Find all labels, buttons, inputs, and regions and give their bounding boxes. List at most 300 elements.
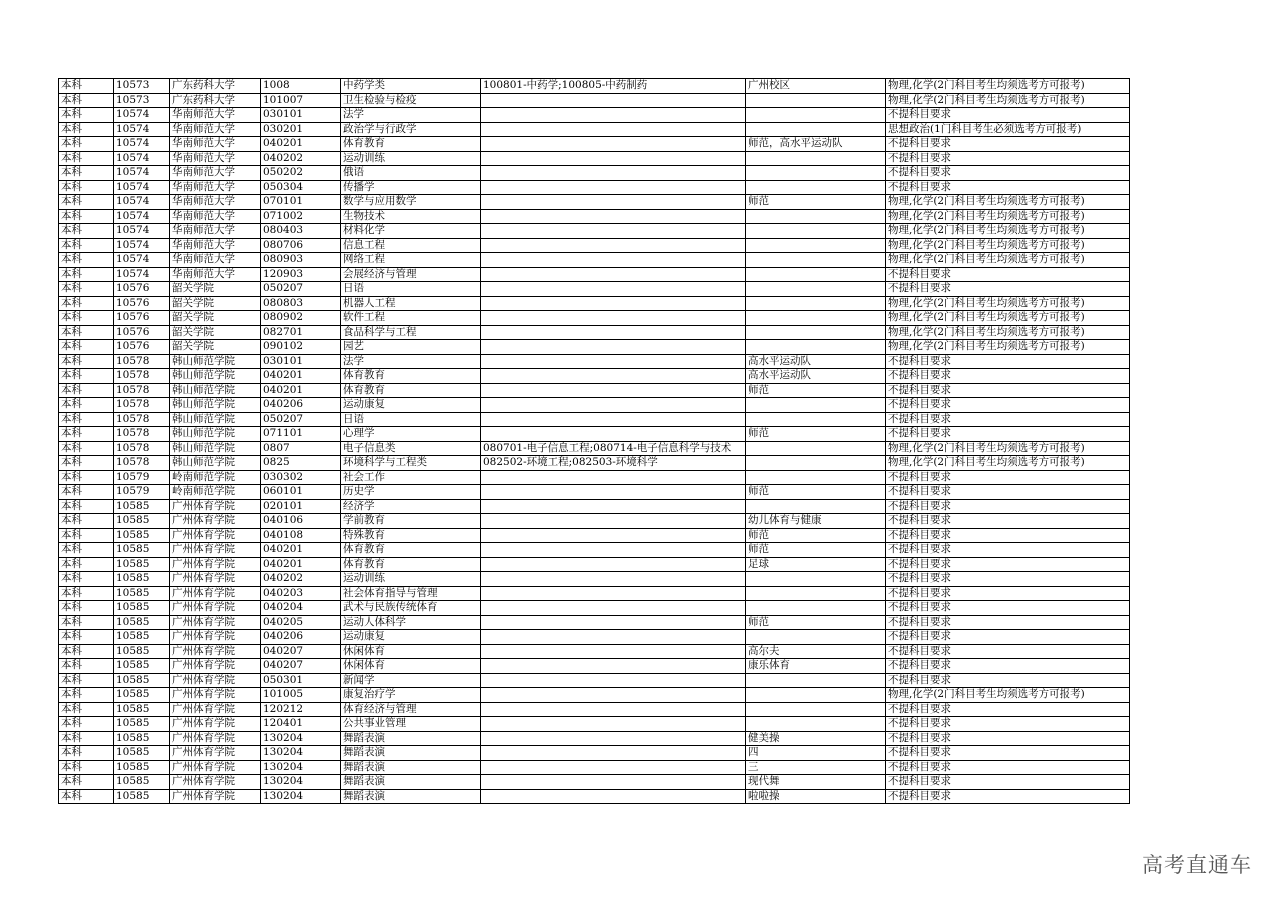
major-name-cell: 舞蹈表演 [341, 789, 481, 804]
remarks-cell [746, 180, 886, 195]
table-row [59, 499, 1130, 514]
major-code-cell: 130204 [261, 731, 341, 746]
subject-requirement-cell: 不提科目要求 [886, 673, 1130, 688]
major-code-cell: 050202 [261, 166, 341, 181]
major-code-cell: 130204 [261, 760, 341, 775]
major-code-cell: 050304 [261, 180, 341, 195]
school-code-cell: 10578 [114, 354, 170, 369]
remarks-cell [746, 398, 886, 413]
major-code-cell: 040201 [261, 543, 341, 558]
level-cell: 本科 [59, 630, 114, 645]
table-row [59, 296, 1130, 311]
subject-requirement-cell: 物理,化学(2门科目考生均须选考方可报考) [886, 238, 1130, 253]
school-name-cell: 韶关学院 [170, 282, 261, 297]
remarks-cell [746, 340, 886, 355]
level-cell: 本科 [59, 195, 114, 210]
level-cell: 本科 [59, 485, 114, 500]
level-cell: 本科 [59, 760, 114, 775]
major-name-cell: 休闲体育 [341, 644, 481, 659]
school-code-cell: 10585 [114, 789, 170, 804]
school-name-cell: 韩山师范学院 [170, 441, 261, 456]
included-majors-cell: 100801-中药学;100805-中药制药 [481, 79, 746, 94]
school-name-cell: 广州体育学院 [170, 789, 261, 804]
major-code-cell: 040201 [261, 369, 341, 384]
subject-requirement-cell: 不提科目要求 [886, 644, 1130, 659]
school-code-cell: 10585 [114, 499, 170, 514]
school-name-cell: 广州体育学院 [170, 659, 261, 674]
table-row [59, 311, 1130, 326]
table-row [59, 369, 1130, 384]
remarks-cell: 三 [746, 760, 886, 775]
level-cell: 本科 [59, 470, 114, 485]
level-cell: 本科 [59, 354, 114, 369]
level-cell: 本科 [59, 311, 114, 326]
school-code-cell: 10576 [114, 282, 170, 297]
remarks-cell: 广州校区 [746, 79, 886, 94]
major-code-cell: 101005 [261, 688, 341, 703]
subject-requirement-cell: 不提科目要求 [886, 760, 1130, 775]
major-code-cell: 030302 [261, 470, 341, 485]
school-code-cell: 10574 [114, 137, 170, 152]
included-majors-cell [481, 644, 746, 659]
major-code-cell: 120903 [261, 267, 341, 282]
table-row [59, 267, 1130, 282]
level-cell: 本科 [59, 673, 114, 688]
table-row [59, 122, 1130, 137]
level-cell: 本科 [59, 93, 114, 108]
school-name-cell: 韩山师范学院 [170, 412, 261, 427]
level-cell: 本科 [59, 615, 114, 630]
subject-requirement-cell: 物理,化学(2门科目考生均须选考方可报考) [886, 209, 1130, 224]
major-code-cell: 080706 [261, 238, 341, 253]
major-name-cell: 运动训练 [341, 151, 481, 166]
subject-requirement-cell: 不提科目要求 [886, 514, 1130, 529]
subject-requirement-cell: 物理,化学(2门科目考生均须选考方可报考) [886, 441, 1130, 456]
included-majors-cell [481, 630, 746, 645]
major-code-cell: 0825 [261, 456, 341, 471]
major-code-cell: 050301 [261, 673, 341, 688]
major-name-cell: 运动训练 [341, 572, 481, 587]
major-code-cell: 040108 [261, 528, 341, 543]
major-name-cell: 武术与民族传统体育 [341, 601, 481, 616]
major-code-cell: 040206 [261, 630, 341, 645]
table-row [59, 615, 1130, 630]
major-code-cell: 040204 [261, 601, 341, 616]
included-majors-cell [481, 209, 746, 224]
included-majors-cell [481, 470, 746, 485]
school-code-cell: 10578 [114, 427, 170, 442]
table-row [59, 282, 1130, 297]
remarks-cell [746, 151, 886, 166]
major-name-cell: 体育经济与管理 [341, 702, 481, 717]
school-code-cell: 10585 [114, 514, 170, 529]
subject-requirement-cell: 不提科目要求 [886, 398, 1130, 413]
included-majors-cell [481, 325, 746, 340]
remarks-cell [746, 209, 886, 224]
table-row [59, 224, 1130, 239]
level-cell: 本科 [59, 224, 114, 239]
school-name-cell: 华南师范大学 [170, 209, 261, 224]
remarks-cell: 师范 [746, 615, 886, 630]
remarks-cell [746, 296, 886, 311]
major-name-cell: 电子信息类 [341, 441, 481, 456]
school-code-cell: 10574 [114, 224, 170, 239]
school-name-cell: 广州体育学院 [170, 760, 261, 775]
remarks-cell: 师范，高水平运动队 [746, 137, 886, 152]
school-name-cell: 韶关学院 [170, 296, 261, 311]
remarks-cell [746, 253, 886, 268]
remarks-cell: 师范 [746, 427, 886, 442]
included-majors-cell [481, 601, 746, 616]
remarks-cell: 康乐体育 [746, 659, 886, 674]
table-row [59, 717, 1130, 732]
included-majors-cell [481, 775, 746, 790]
remarks-cell: 足球 [746, 557, 886, 572]
table-row [59, 644, 1130, 659]
included-majors-cell [481, 427, 746, 442]
subject-requirement-cell: 不提科目要求 [886, 383, 1130, 398]
table-row [59, 325, 1130, 340]
school-name-cell: 韩山师范学院 [170, 383, 261, 398]
major-code-cell: 080902 [261, 311, 341, 326]
level-cell: 本科 [59, 528, 114, 543]
included-majors-cell [481, 93, 746, 108]
included-majors-cell [481, 731, 746, 746]
level-cell: 本科 [59, 108, 114, 123]
remarks-cell [746, 93, 886, 108]
school-code-cell: 10574 [114, 209, 170, 224]
remarks-cell [746, 601, 886, 616]
major-name-cell: 经济学 [341, 499, 481, 514]
remarks-cell [746, 441, 886, 456]
included-majors-cell [481, 557, 746, 572]
table-row [59, 427, 1130, 442]
level-cell: 本科 [59, 383, 114, 398]
remarks-cell: 四 [746, 746, 886, 761]
subject-requirement-cell: 不提科目要求 [886, 354, 1130, 369]
table-row [59, 586, 1130, 601]
school-name-cell: 岭南师范学院 [170, 470, 261, 485]
school-code-cell: 10585 [114, 644, 170, 659]
remarks-cell [746, 572, 886, 587]
remarks-cell [746, 470, 886, 485]
major-name-cell: 传播学 [341, 180, 481, 195]
major-name-cell: 运动康复 [341, 398, 481, 413]
table-row [59, 412, 1130, 427]
level-cell: 本科 [59, 325, 114, 340]
major-code-cell: 071101 [261, 427, 341, 442]
subject-requirement-cell: 不提科目要求 [886, 180, 1130, 195]
major-name-cell: 舞蹈表演 [341, 775, 481, 790]
major-code-cell: 040203 [261, 586, 341, 601]
table-row [59, 572, 1130, 587]
subject-requirement-cell: 不提科目要求 [886, 151, 1130, 166]
remarks-cell [746, 224, 886, 239]
major-name-cell: 软件工程 [341, 311, 481, 326]
included-majors-cell [481, 514, 746, 529]
major-code-cell: 040201 [261, 137, 341, 152]
table-row [59, 673, 1130, 688]
major-name-cell: 园艺 [341, 340, 481, 355]
table-row [59, 166, 1130, 181]
school-code-cell: 10574 [114, 166, 170, 181]
level-cell: 本科 [59, 79, 114, 94]
school-code-cell: 10585 [114, 543, 170, 558]
table-row [59, 93, 1130, 108]
subject-requirement-cell: 不提科目要求 [886, 702, 1130, 717]
table-row [59, 514, 1130, 529]
remarks-cell: 师范 [746, 485, 886, 500]
major-code-cell: 050207 [261, 282, 341, 297]
subject-requirement-cell: 不提科目要求 [886, 717, 1130, 732]
major-name-cell: 运动康复 [341, 630, 481, 645]
remarks-cell [746, 412, 886, 427]
school-name-cell: 华南师范大学 [170, 224, 261, 239]
subject-requirement-cell: 不提科目要求 [886, 369, 1130, 384]
major-name-cell: 日语 [341, 282, 481, 297]
major-name-cell: 政治学与行政学 [341, 122, 481, 137]
included-majors-cell [481, 369, 746, 384]
included-majors-cell [481, 485, 746, 500]
level-cell: 本科 [59, 151, 114, 166]
included-majors-cell [481, 572, 746, 587]
school-name-cell: 广州体育学院 [170, 499, 261, 514]
school-code-cell: 10576 [114, 296, 170, 311]
major-name-cell: 休闲体育 [341, 659, 481, 674]
major-name-cell: 公共事业管理 [341, 717, 481, 732]
major-code-cell: 130204 [261, 789, 341, 804]
table-row [59, 601, 1130, 616]
level-cell: 本科 [59, 659, 114, 674]
watermark-logo: 高考直通车 [1142, 853, 1252, 877]
school-name-cell: 广州体育学院 [170, 775, 261, 790]
major-code-cell: 130204 [261, 746, 341, 761]
school-code-cell: 10574 [114, 195, 170, 210]
major-code-cell: 080403 [261, 224, 341, 239]
included-majors-cell [481, 311, 746, 326]
level-cell: 本科 [59, 282, 114, 297]
remarks-cell [746, 122, 886, 137]
school-code-cell: 10578 [114, 398, 170, 413]
included-majors-cell [481, 499, 746, 514]
table-row [59, 253, 1130, 268]
major-name-cell: 学前教育 [341, 514, 481, 529]
included-majors-cell [481, 108, 746, 123]
major-name-cell: 体育教育 [341, 137, 481, 152]
major-code-cell: 030201 [261, 122, 341, 137]
major-name-cell: 网络工程 [341, 253, 481, 268]
subject-requirement-cell: 不提科目要求 [886, 731, 1130, 746]
subject-requirement-cell: 物理,化学(2门科目考生均须选考方可报考) [886, 325, 1130, 340]
level-cell: 本科 [59, 746, 114, 761]
school-name-cell: 广州体育学院 [170, 601, 261, 616]
table-row [59, 354, 1130, 369]
school-name-cell: 华南师范大学 [170, 267, 261, 282]
level-cell: 本科 [59, 267, 114, 282]
level-cell: 本科 [59, 731, 114, 746]
subject-requirement-cell: 不提科目要求 [886, 586, 1130, 601]
included-majors-cell [481, 789, 746, 804]
major-name-cell: 卫生检验与检疫 [341, 93, 481, 108]
school-code-cell: 10574 [114, 108, 170, 123]
included-majors-cell [481, 340, 746, 355]
subject-requirement-cell: 不提科目要求 [886, 659, 1130, 674]
level-cell: 本科 [59, 688, 114, 703]
included-majors-cell [481, 760, 746, 775]
school-name-cell: 韶关学院 [170, 340, 261, 355]
level-cell: 本科 [59, 369, 114, 384]
school-code-cell: 10585 [114, 688, 170, 703]
level-cell: 本科 [59, 543, 114, 558]
school-code-cell: 10576 [114, 325, 170, 340]
school-name-cell: 华南师范大学 [170, 195, 261, 210]
remarks-cell: 高尔夫 [746, 644, 886, 659]
school-code-cell: 10585 [114, 775, 170, 790]
remarks-cell: 师范 [746, 195, 886, 210]
school-name-cell: 韩山师范学院 [170, 354, 261, 369]
school-name-cell: 岭南师范学院 [170, 485, 261, 500]
table-body [59, 79, 1130, 804]
included-majors-cell [481, 151, 746, 166]
school-name-cell: 广州体育学院 [170, 644, 261, 659]
remarks-cell [746, 282, 886, 297]
included-majors-cell [481, 615, 746, 630]
included-majors-cell [481, 180, 746, 195]
subject-requirement-cell: 物理,化学(2门科目考生均须选考方可报考) [886, 340, 1130, 355]
level-cell: 本科 [59, 717, 114, 732]
included-majors-cell [481, 296, 746, 311]
included-majors-cell [481, 195, 746, 210]
major-code-cell: 130204 [261, 775, 341, 790]
school-name-cell: 广州体育学院 [170, 615, 261, 630]
school-name-cell: 韩山师范学院 [170, 369, 261, 384]
remarks-cell: 幼儿体育与健康 [746, 514, 886, 529]
major-name-cell: 数学与应用数学 [341, 195, 481, 210]
major-name-cell: 体育教育 [341, 543, 481, 558]
school-name-cell: 广州体育学院 [170, 688, 261, 703]
major-name-cell: 康复治疗学 [341, 688, 481, 703]
major-name-cell: 社会体育指导与管理 [341, 586, 481, 601]
table-row [59, 79, 1130, 94]
table-row [59, 137, 1130, 152]
school-code-cell: 10585 [114, 572, 170, 587]
major-name-cell: 新闻学 [341, 673, 481, 688]
subject-requirement-cell: 物理,化学(2门科目考生均须选考方可报考) [886, 311, 1130, 326]
school-name-cell: 广州体育学院 [170, 702, 261, 717]
school-name-cell: 华南师范大学 [170, 151, 261, 166]
remarks-cell [746, 108, 886, 123]
included-majors-cell [481, 586, 746, 601]
school-name-cell: 广州体育学院 [170, 572, 261, 587]
school-name-cell: 广州体育学院 [170, 717, 261, 732]
included-majors-cell [481, 137, 746, 152]
school-name-cell: 华南师范大学 [170, 253, 261, 268]
school-code-cell: 10585 [114, 659, 170, 674]
remarks-cell [746, 586, 886, 601]
school-code-cell: 10585 [114, 630, 170, 645]
included-majors-cell: 080701-电子信息工程;080714-电子信息科学与技术 [481, 441, 746, 456]
major-code-cell: 080803 [261, 296, 341, 311]
school-name-cell: 广州体育学院 [170, 514, 261, 529]
subject-requirement-cell: 物理,化学(2门科目考生均须选考方可报考) [886, 253, 1130, 268]
major-code-cell: 040206 [261, 398, 341, 413]
table-row [59, 398, 1130, 413]
table-row [59, 383, 1130, 398]
level-cell: 本科 [59, 180, 114, 195]
school-code-cell: 10576 [114, 311, 170, 326]
table-row [59, 702, 1130, 717]
remarks-cell: 高水平运动队 [746, 369, 886, 384]
level-cell: 本科 [59, 499, 114, 514]
school-code-cell: 10585 [114, 731, 170, 746]
major-name-cell: 舞蹈表演 [341, 731, 481, 746]
school-code-cell: 10574 [114, 267, 170, 282]
included-majors-cell [481, 253, 746, 268]
included-majors-cell [481, 354, 746, 369]
school-code-cell: 10579 [114, 485, 170, 500]
major-name-cell: 环境科学与工程类 [341, 456, 481, 471]
table-row [59, 485, 1130, 500]
major-name-cell: 日语 [341, 412, 481, 427]
table-row [59, 238, 1130, 253]
major-name-cell: 机器人工程 [341, 296, 481, 311]
school-code-cell: 10579 [114, 470, 170, 485]
included-majors-cell: 082502-环境工程;082503-环境科学 [481, 456, 746, 471]
school-code-cell: 10576 [114, 340, 170, 355]
major-name-cell: 体育教育 [341, 557, 481, 572]
school-code-cell: 10585 [114, 601, 170, 616]
remarks-cell [746, 311, 886, 326]
subject-requirement-cell: 物理,化学(2门科目考生均须选考方可报考) [886, 688, 1130, 703]
included-majors-cell [481, 717, 746, 732]
table-row [59, 108, 1130, 123]
school-code-cell: 10578 [114, 383, 170, 398]
remarks-cell: 高水平运动队 [746, 354, 886, 369]
major-code-cell: 040201 [261, 557, 341, 572]
subject-requirement-cell: 不提科目要求 [886, 572, 1130, 587]
level-cell: 本科 [59, 398, 114, 413]
subject-requirement-cell: 不提科目要求 [886, 499, 1130, 514]
major-code-cell: 120212 [261, 702, 341, 717]
subject-requirement-cell: 不提科目要求 [886, 427, 1130, 442]
school-code-cell: 10585 [114, 557, 170, 572]
level-cell: 本科 [59, 209, 114, 224]
subject-requirement-cell: 物理,化学(2门科目考生均须选考方可报考) [886, 93, 1130, 108]
level-cell: 本科 [59, 412, 114, 427]
remarks-cell: 师范 [746, 383, 886, 398]
remarks-cell [746, 499, 886, 514]
subject-requirement-cell: 物理,化学(2门科目考生均须选考方可报考) [886, 296, 1130, 311]
school-code-cell: 10573 [114, 93, 170, 108]
subject-requirement-cell: 不提科目要求 [886, 470, 1130, 485]
level-cell: 本科 [59, 238, 114, 253]
school-name-cell: 广州体育学院 [170, 557, 261, 572]
level-cell: 本科 [59, 340, 114, 355]
remarks-cell [746, 673, 886, 688]
major-code-cell: 040207 [261, 659, 341, 674]
subject-requirement-cell: 不提科目要求 [886, 630, 1130, 645]
school-name-cell: 华南师范大学 [170, 137, 261, 152]
major-code-cell: 040201 [261, 383, 341, 398]
school-code-cell: 10585 [114, 702, 170, 717]
included-majors-cell [481, 166, 746, 181]
major-code-cell: 040106 [261, 514, 341, 529]
table-row [59, 195, 1130, 210]
level-cell: 本科 [59, 644, 114, 659]
included-majors-cell [481, 412, 746, 427]
school-name-cell: 广东药科大学 [170, 93, 261, 108]
table-row [59, 775, 1130, 790]
